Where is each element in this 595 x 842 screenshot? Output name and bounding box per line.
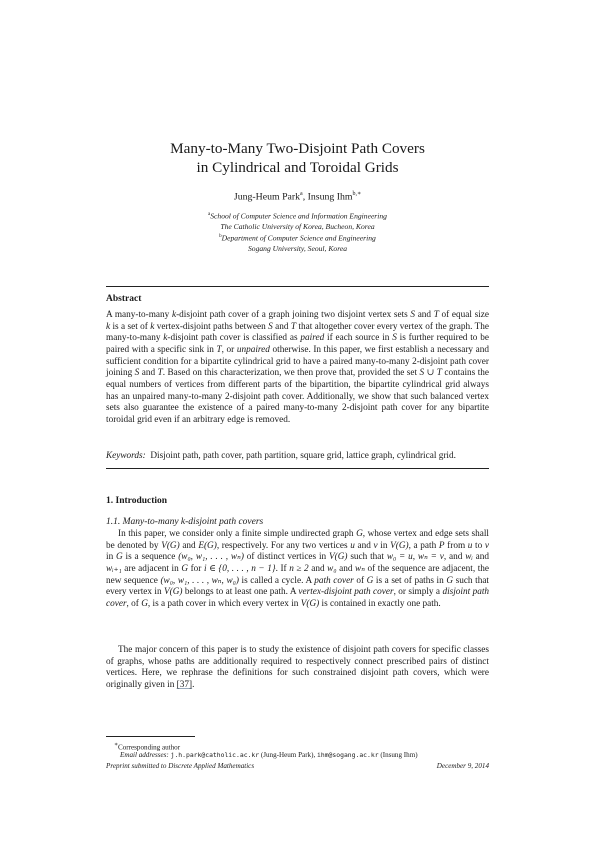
body-text: In this paper, we consider only a finite simple undirected graph <box>118 529 357 539</box>
body-text: from <box>444 540 468 551</box>
subsection-heading: 1.1. Many-to-many k-disjoint path covers <box>106 517 264 527</box>
affiliation-mark: a <box>208 212 211 217</box>
body-text: and <box>354 540 374 551</box>
math-expression: n ≥ 2 <box>289 563 309 574</box>
email-label: Email addresses: <box>120 751 169 759</box>
footnote-mark: ∗ <box>114 742 119 748</box>
abstract-text: , or <box>221 344 237 355</box>
math-symbol: wᵢ <box>465 552 473 563</box>
abstract-text: -disjoint path cover is classified as <box>167 333 301 344</box>
abstract-heading: Abstract <box>106 294 142 304</box>
affiliation-text: School of Computer Science and Information Engineering <box>210 211 387 221</box>
abstract-text: if each source in <box>324 333 393 344</box>
abstract-text: is a set of <box>110 321 151 332</box>
math-expression: (w₀, w₁, . . . , wₙ, w₀) <box>160 575 239 586</box>
affiliation-mark: b <box>219 234 222 240</box>
paper-title <box>60 139 535 177</box>
body-text: of <box>353 575 367 586</box>
math-symbol: S <box>410 310 416 320</box>
footnote-text: (Jung-Heum Park), <box>259 751 318 759</box>
paragraph-2 <box>106 645 489 692</box>
abstract-text: vertex-disjoint paths between <box>154 321 269 332</box>
affiliation-text: Department of Computer Science and Engineering <box>221 233 376 243</box>
author-list <box>60 188 535 203</box>
body-text: is a set of paths in <box>373 575 447 586</box>
title-line-2: in Cylindrical and Toroidal Grids <box>196 159 399 176</box>
footer-date: December 9, 2014 <box>436 762 489 770</box>
abstract-text: is further required to be paired with a specific sink in <box>106 333 489 355</box>
body-text: , is a path cover in which every vertex in <box>147 598 301 609</box>
body-text: is a sequence <box>122 552 179 563</box>
footnote-rule <box>106 736 195 737</box>
math-symbol: k <box>171 310 177 320</box>
affiliation-mark: a <box>300 191 303 197</box>
author-separator: , <box>302 191 308 203</box>
body-text: , and <box>443 552 466 563</box>
math-symbol: v <box>373 540 378 551</box>
affiliation-text: The Catholic University of Korea, Bucheon, Korea <box>220 221 375 231</box>
keywords <box>106 451 496 463</box>
math-symbol: T <box>290 321 297 332</box>
footnote-text: (Insung Ihm) <box>378 751 418 759</box>
emphasis-term: path cover <box>314 575 354 586</box>
abstract-bottom-rule <box>106 468 489 469</box>
math-symbol: S <box>268 321 273 332</box>
emphasis-term: paired <box>300 333 325 344</box>
body-text: , a path <box>408 540 439 551</box>
author-name: Insung Ihm <box>307 191 353 203</box>
body-text: , of <box>126 598 142 609</box>
section-heading: 1. Introduction <box>106 496 168 506</box>
math-symbol: u <box>467 540 473 551</box>
email-link[interactable]: ihm@sogang.ac.kr <box>317 751 379 759</box>
math-symbol: wₙ <box>355 563 365 574</box>
emphasis-term: vertex-disjoint path cover <box>298 587 394 598</box>
body-text: such that <box>347 552 387 563</box>
footnote-emails <box>120 751 520 760</box>
body-text: are adjacent in <box>121 563 182 574</box>
abstract-text: of equal size <box>438 310 489 320</box>
body-text: The major concern of this paper is to study the existence of disjoint path covers for specific classes of graphs, whose paths are additionally required to respectively connect prescribed pairs of distinct vertices. Here, we rephrase the definitions for such constrained disjoint path covers, which were originally given in <box>106 645 489 690</box>
math-symbol: G <box>141 598 148 609</box>
affiliations <box>60 210 535 254</box>
body-text: and <box>336 563 356 574</box>
body-text: and <box>179 540 199 551</box>
citation-link[interactable]: [37] <box>176 679 193 690</box>
math-symbol: G <box>181 563 188 574</box>
abstract-text: otherwise. In this paper, we first establish a necessary and sufficient condition for a bipartite cylindrical grid to have a paired many-to-many 2-disjoint path cover joining <box>106 344 489 379</box>
math-expression: S ∪ T <box>419 368 442 379</box>
body-text: of the sequence are adjacent, the new sequence <box>106 563 490 586</box>
abstract-text: that altogether cover every vertex of the graph. The many-to-many <box>106 321 490 344</box>
math-expression: i ∈ {0, . . . , n − 1} <box>203 563 276 574</box>
math-symbol: w₀ <box>327 563 337 574</box>
abstract-text: -disjoint path cover of a graph joining two disjoint vertex sets <box>176 310 411 320</box>
keywords-text: Disjoint path, path cover, path partition, square grid, lattice graph, cylindrical grid. <box>150 451 456 461</box>
math-expression: (w₀, w₁, . . . , wₙ) <box>178 552 244 563</box>
math-symbol: G <box>116 552 123 563</box>
math-symbol: T <box>157 368 163 379</box>
body-text: , respectively. For any two vertices <box>216 540 351 551</box>
abstract-text: contains the equal numbers of vertices from different parts of the bipartition, the bipartite cylindrical grid always has an unpaired many-to-many 2-disjoint path cover. Additionally, we show that such balanced vertex sets also guarantee the existence of a paired many-to-many 2-disjoint path cover for any bipartite toroidal grid even if an arbitrary edge is removed. <box>106 368 489 425</box>
math-symbol: G <box>366 575 374 586</box>
math-expression: wₙ = v <box>417 552 444 563</box>
affiliation-b <box>60 232 535 244</box>
page-footer <box>106 762 489 771</box>
body-text: in <box>106 552 117 563</box>
body-text: belongs to at least one path. A <box>182 587 299 598</box>
title-line-1: Many-to-Many Two-Disjoint Path Covers <box>170 140 425 157</box>
abstract-text: and <box>272 321 291 332</box>
affiliation-a <box>60 210 535 222</box>
math-symbol: k <box>163 333 168 344</box>
abstract-text: . Based on this characterization, we then prove that, provided the set <box>162 368 420 379</box>
body-text: . <box>192 679 195 690</box>
body-text: in <box>377 540 391 551</box>
body-text: is contained in exactly one path. <box>319 598 441 609</box>
math-symbol: u <box>350 540 355 551</box>
math-symbol: T <box>433 310 439 320</box>
abstract-body <box>106 310 489 427</box>
math-symbol: T <box>216 344 222 355</box>
body-text: , whose vertex and edge sets shall be denoted by <box>106 529 489 551</box>
math-symbol: k <box>150 321 155 332</box>
body-text: such that every vertex in <box>106 575 489 598</box>
math-symbol: G <box>356 529 363 539</box>
math-symbol: v <box>484 540 489 551</box>
body-text: . If <box>275 563 290 574</box>
math-symbol: S <box>392 333 397 344</box>
math-expression: V(G) <box>161 540 180 551</box>
emphasis-term: unpaired <box>236 344 270 355</box>
affiliation-text: Sogang University, Seoul, Korea <box>247 243 348 253</box>
math-expression: V(G) <box>164 587 183 598</box>
math-expression: V(G) <box>390 540 409 551</box>
abstract-top-rule <box>106 286 489 287</box>
body-text: for <box>188 563 204 574</box>
abstract-text: and <box>415 310 434 320</box>
body-text: and <box>308 563 328 574</box>
math-symbol: k <box>106 321 111 332</box>
email-link[interactable]: j.h.park@catholic.ac.kr <box>170 751 260 759</box>
math-symbol: P <box>438 540 445 551</box>
math-symbol: G <box>446 575 454 586</box>
body-text: is called a cycle. A <box>238 575 315 586</box>
paragraph-1 <box>106 529 489 611</box>
footnote-text: Corresponding author <box>118 743 181 752</box>
author-name: Jung-Heum Park <box>233 191 301 203</box>
footer-journal: Preprint submitted to Discrete Applied Mathematics <box>106 762 255 770</box>
math-expression: V(G) <box>300 598 320 609</box>
abstract-text: and <box>139 368 158 379</box>
emphasis-term: disjoint path cover <box>106 587 490 609</box>
affiliation-mark: b,∗ <box>352 191 362 197</box>
body-text: and <box>472 552 490 563</box>
math-expression: w₀ = u <box>386 552 413 563</box>
math-expression: V(G) <box>329 552 348 563</box>
math-expression: E(G) <box>198 540 217 551</box>
body-text: of distinct vertices in <box>243 552 329 563</box>
keywords-label: Keywords: <box>106 451 146 461</box>
body-text: to <box>472 540 485 551</box>
math-symbol: S <box>134 368 140 379</box>
body-text: , or simply a <box>393 587 443 598</box>
abstract-text: A many-to-many <box>106 310 172 320</box>
math-symbol: wᵢ₊₁ <box>106 563 122 574</box>
body-text: , <box>412 552 418 563</box>
